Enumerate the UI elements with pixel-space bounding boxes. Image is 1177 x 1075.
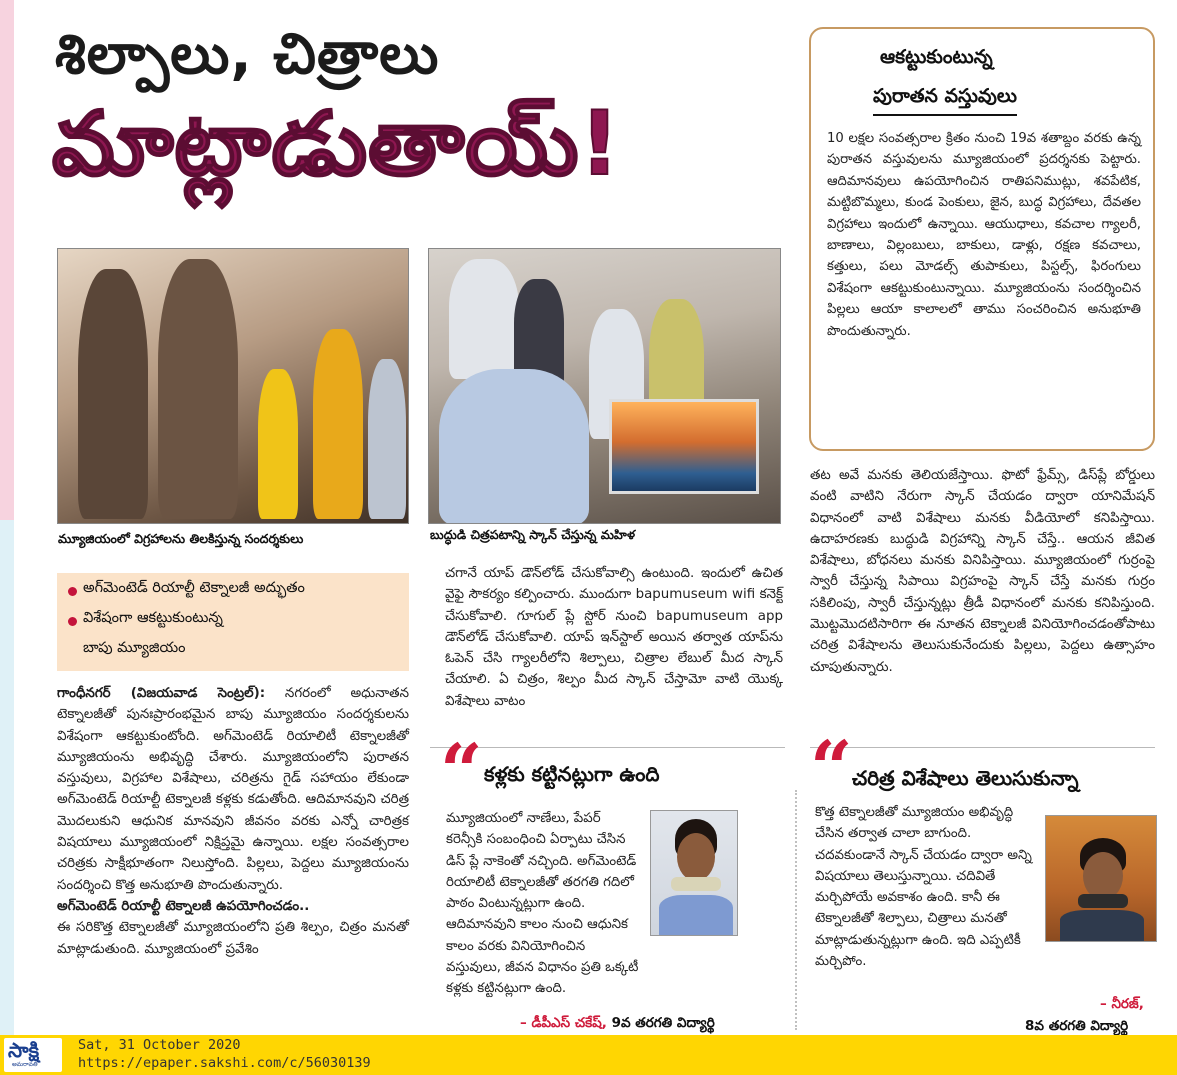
student-photo (650, 810, 738, 936)
article-text: ఈ సరికొత్త టెక్నాలజీతో మ్యూజియంలోని ప్రతి శిల్పం, చిత్రం మనతో మాట్లాడుతుంది. మ్యూజియంలో ప్రవేశిం (57, 920, 409, 957)
quote-title: కళ్లకు కట్టినట్లుగా ఉంది (484, 762, 660, 786)
sidebar-heading: ఆకట్టుకుంటున్న (880, 46, 993, 68)
article-text: నగరంలో అధునాతన టెక్నాలజీతో పునఃప్రారంభమైన బాపు మ్యూజియం సందర్శకులను విశేషంగా ఆకట్టుకుంటోంది. అగ్‌మెంటెడ్ రియాలిటీ టెక్నాలజీతో మ్యూజియంను అభివృద్ధి చేశారు. మ్యూజియంలోని పురాతన వస్తువులు, విగ్రహాల విశేషాలు, చరిత్రను గైడ్ సహాయం లేకుండా అగ్‌మెంటెడ్ రియాల్టీ టెక్నాలజీ కళ్లకు కడుతోంది. ఆదిమానవుని చరిత్ర మొదలుకుని ఆధునిక మానవుని జీవనం వరకు ఎన్నో చారిత్రక విషయాలు మ్యూజియంలో నిక్షిప్తమై ఉన్నాయి. లక్షల సంవత్సరాల చరిత్రకు సాక్షీభూతంగా నిలుస్తోంది. పిల్లలు, పెద్దలు మ్యూజియంను సందర్శించి కొత్త అనుభూతి పొందుతున్నారు. (57, 686, 409, 893)
article-left-column (57, 683, 409, 960)
highlight-item: విశేషంగా ఆకట్టుకుంటున్న (83, 610, 223, 626)
sakshi-logo (4, 1038, 62, 1072)
quote-text: మ్యూజియంలో నాణేలు, పేపర్ కరెన్సీకి సంబంధించి ఏర్పాటు చేసిన డిస్ ప్లే నాకెంతో నచ్చింది. అగ్‌మెంటెడ్ రియాలిటీ టెక్నాలజీతో తరగతి గదిలో పాఠం వింటున్నట్లుగా ఉంది. ఆదిమానవుని కాలం నుంచి ఆధునిక కాలం వరకు వినియోగించిన వస్తువులు, జీవన విధానం ప్రతి ఒక్కటీ కళ్లకు కట్టినట్లుగా ఉంది. (446, 811, 639, 997)
sidebar-body: 10 లక్షల సంవత్సరాల క్రితం నుంచి 19వ శతాబ్దం వరకు ఉన్న పురాతన వస్తువులను మ్యూజియంలో ప్రదర్శనకు పెట్టారు. ఆదిమానవులు ఉపయోగించిన రాతిపనిముట్లు, శవపేటిక, మట్టిబొమ్మలు, కుండ పెంకులు, జైన, బుద్ధ విగ్రహాలు, దేవతల విగ్రహాలు ఇందులో ఉన్నాయి. ఆయుధాలు, కవచాల గ్యాలరీ, బాణాలు, విల్లంబులు, బాకులు, డాళ్లు, రక్షణ కవచాలు, కత్తులు, పలు మోడల్స్ తుపాకులు, పిస్టల్స్, ఫిరంగులు విశేషంగా ఆకట్టుకుంటున్నాయి. మ్యూజియంను సందర్శించిన పిల్లలు ఆయా కాలాలలో తాము సంచరించిన అనుభూతి పొందుతున్నారు. (827, 131, 1141, 339)
museum-visitors-photo (57, 248, 409, 524)
headline-line2: మాట్లాడుతాయ్! (52, 92, 621, 195)
left-margin-pink (0, 0, 14, 520)
student-mask (1078, 894, 1128, 908)
visitor-shape (258, 369, 298, 519)
sculpture-shape (158, 259, 238, 519)
student-name: – డీపీఎస్ చకేష్, (520, 1015, 607, 1031)
visitor-shape (313, 329, 363, 519)
bullet-icon (68, 617, 77, 626)
visitor-shape (368, 359, 406, 519)
article-subhead: అగ్‌మెంటెడ్ రియాల్టీ టెక్నాలజీ ఉపయోగించడం.. (57, 898, 310, 914)
student-name: – నీరజ్, (1100, 996, 1144, 1012)
student-mask (671, 877, 721, 891)
student-photo (1045, 815, 1157, 942)
footer-date: Sat, 31 October 2020 (78, 1037, 241, 1053)
headline-line1: శిల్పాలు, చిత్రాలు (55, 22, 440, 87)
quote-icon: “ (440, 729, 483, 815)
quote-signature (1100, 996, 1144, 1015)
dateline: గాంధీనగర్ (విజయవాడ సెంట్రల్): (57, 686, 266, 701)
buddha-frame (609, 399, 759, 494)
woman-shape (439, 369, 589, 524)
divider (430, 747, 785, 748)
logo-text: సాక్షి (8, 1038, 40, 1062)
divider (795, 790, 797, 1030)
quote-icon: “ (810, 726, 853, 812)
quote-text: కొత్త టెక్నాలజీతో మ్యూజియం అభివృద్ధి చేసిన తర్వాత చాలా బాగుంది. చదవకుండానే స్కాన్ చేయడం ద్వారా అన్ని విషయాలు తెలుస్తున్నాయి. చదివితే మర్చిపోయే అవకాశం ఉంది. కానీ ఈ టెక్నాలజీతో శిల్పాలు, చిత్రాలు మనతో మాట్లాడుతున్నట్లుగా ఉంది. ఇది ఎప్పటికీ మర్చిపోం. (815, 805, 1032, 970)
student-grade: 9వ తరగతి విద్యార్థి (611, 1015, 715, 1031)
highlight-item: బాపు మ్యూజియం (83, 640, 186, 656)
student-face (677, 833, 715, 881)
student-grade: 8వ తరగతి విద్యార్థి (1025, 1018, 1129, 1034)
sidebar-heading: పురాతన వస్తువులు (873, 85, 1017, 116)
left-margin-blue (0, 520, 14, 1035)
scanning-woman-photo (428, 248, 781, 524)
logo-subtext: అమరావతి (12, 1061, 38, 1068)
photo-caption: బుద్ధుడి చిత్రపటాన్ని స్కాన్ చేస్తున్న మహిళ (430, 527, 636, 542)
sculpture-shape (78, 269, 148, 519)
footer-url[interactable]: https://epaper.sakshi.com/c/56030139 (78, 1055, 371, 1071)
student-shirt (659, 895, 733, 936)
divider (810, 747, 1155, 748)
quote-title: చరిత్ర విశేషాలు తెలుసుకున్నా (852, 766, 1079, 790)
article-middle-column: చగానే యాప్ డౌన్‌లోడ్ చేసుకోవాల్సి ఉంటుంది. ఇందులో ఉచిత వైఫై సౌకర్యం కల్పించారు. ముందుగా bapumuseum wifi కనెక్ట్ చేసుకోవాలి. గూగుల్ ప్లే స్టోర్ నుంచి bapumuseum app డౌన్‌లోడ్ చేసుకోవాలి. యాప్ ఇన్‌స్టాల్ అయిన తర్వాత యాప్‌ను ఓపెన్ చేసి గ్యాలరీలోని శిల్పాలు, చిత్రాల లేబుల్ మీద స్కాన్ చేయాలి. ఏ చిత్రం, శిల్పం మీద స్కాన్ చేస్తామో వాటి యొక్క విశేషాలు వాటం (445, 566, 783, 709)
visitor-shape (449, 259, 519, 379)
bullet-icon (68, 587, 77, 596)
student-shirt (1060, 910, 1144, 942)
student-face (1083, 852, 1123, 900)
highlight-item: అగ్‌మెంటెడ్ రియాల్టీ టెక్నాలజీ అద్భుతం (83, 580, 305, 596)
photo-caption: మ్యూజియంలో విగ్రహాలను తిలకిస్తున్న సందర్శకులు (58, 531, 304, 546)
quote-signature (520, 1015, 715, 1034)
article-right-column: తట అవే మనకు తెలియజేస్తాయి. ఫొటో ఫ్రేమ్స్, డిస్‌ప్లే బోర్డులు వంటి వాటిని నేరుగా స్కాన్ చేయడం ద్వారా యానిమేషన్ విధానంలో వాటి విశేషాలు మనకు వీడియోలో కనిపిస్తాయి. ఉదాహరణకు బుద్ధుడి విగ్రహాన్ని స్కాన్ చేస్తే.. ఆయన జీవిత విశేషాలు, బోధనలు మనకు వినిపిస్తాయి. మ్యూజియంలో గుర్రంపై స్వారీ చేస్తున్న సిపాయి విగ్రహంపై స్కాన్ చేస్తే మనకు గుర్రం సకిలింపు, స్వారీ చేస్తున్నట్లు త్రీడీ విధానంలో మనకు కనిపిస్తుంది. మొట్టమొదటిసారిగా ఈ నూతన టెక్నాలజీ వినియోగించడంతోపాటు చరిత్ర విశేషాలను తెలుసుకునేందుకు పిల్లలు, పెద్దలు ఉత్సాహం చూపుతున్నారు. (810, 468, 1155, 675)
